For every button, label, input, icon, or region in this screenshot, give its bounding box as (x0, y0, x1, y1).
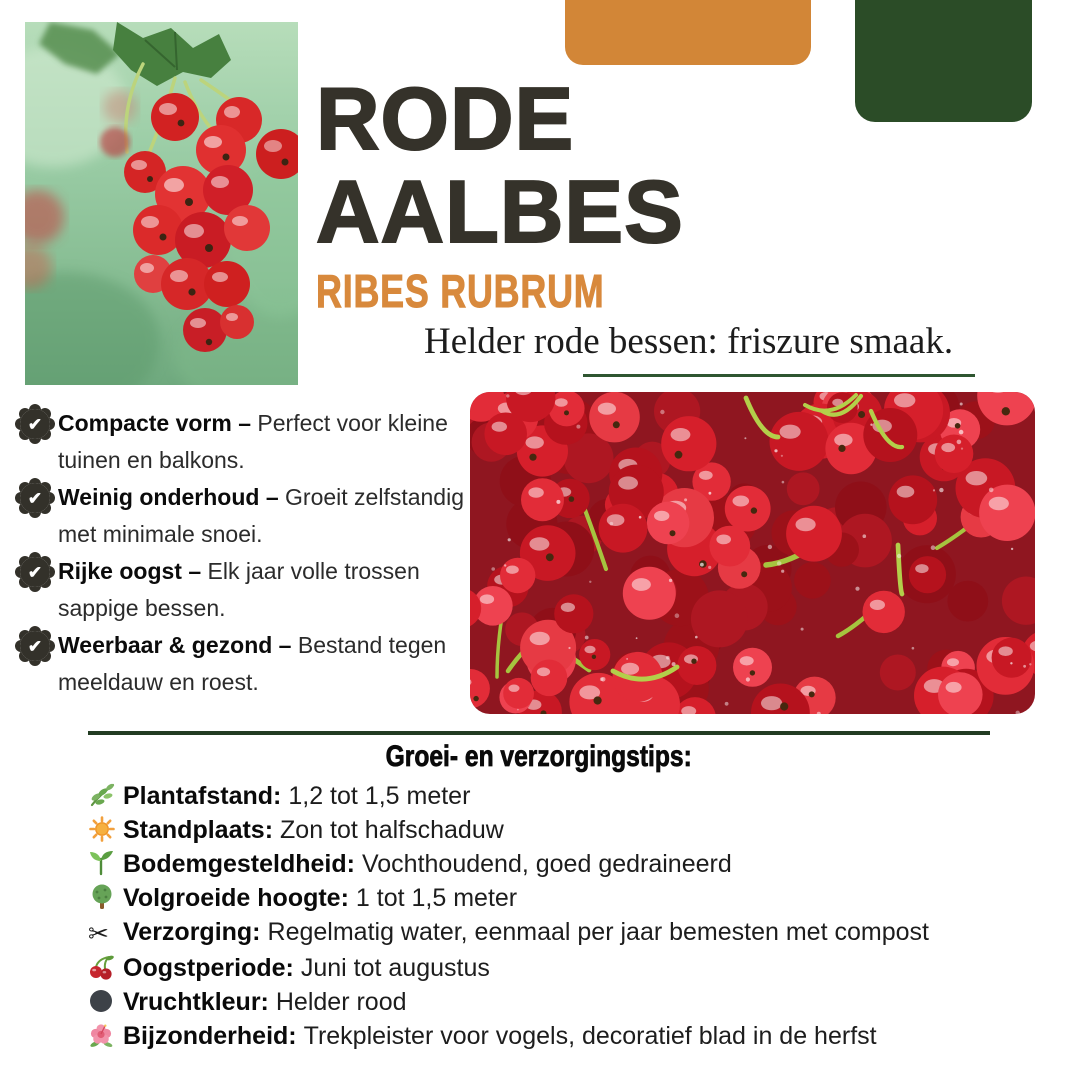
page-title-line1: RODE (316, 69, 575, 168)
tip-value: Helder rood (275, 988, 407, 1016)
herb-icon (88, 782, 116, 808)
sun-icon (88, 816, 116, 842)
tip-item-bijzonderheid (88, 1019, 990, 1053)
check-badge-icon (20, 483, 50, 513)
tip-item-verzorging (88, 915, 990, 951)
seedling-icon (88, 850, 116, 876)
tip-value: Regelmatig water, eenmaal per jaar bemesten met compost (267, 918, 929, 946)
check-badge-icon (20, 631, 50, 661)
tip-label: Verzorging: (123, 918, 261, 946)
currants-closeup-illustration (470, 392, 1035, 714)
tip-item-standplaats (88, 813, 990, 847)
tips-heading: Groei- en verzorgingstips: (385, 740, 693, 773)
feature-text: Bestand tegen meeldauw en roest. (58, 632, 447, 695)
tip-label: Volgroeide hoogte: (123, 884, 349, 912)
feature-list (20, 405, 472, 701)
title-block (316, 69, 686, 318)
tip-item-vruchtkleur (88, 985, 990, 1019)
tagline: Helder rode bessen: friszure smaak. (424, 321, 954, 362)
feature-title: Weerbaar & gezond – (58, 632, 292, 658)
tip-label: Plantafstand: (123, 782, 282, 810)
feature-text: Elk jaar volle trossen sappige bessen. (58, 558, 420, 621)
check-badge-icon (20, 557, 50, 587)
main-photo-currants-closeup (470, 392, 1035, 714)
tip-label: Bijzonderheid: (123, 1022, 297, 1050)
tip-value: Juni tot augustus (300, 954, 490, 982)
scissors-icon: ✂ (88, 919, 109, 948)
tip-item-bodemgesteldheid (88, 847, 990, 881)
tagline-underline (583, 374, 975, 377)
feature-item (20, 627, 472, 701)
tip-value: Zon tot halfschaduw (280, 816, 504, 844)
currant-branch-illustration (25, 22, 298, 385)
tip-item-volgroeide-hoogte (88, 881, 990, 915)
page-title (316, 69, 686, 261)
tip-value: Vochthoudend, goed gedraineerd (361, 850, 732, 878)
feature-title: Rijke oogst – (58, 558, 202, 584)
latin-name-subtitle: RIBES RUBRUM (316, 265, 605, 317)
tip-value: 1,2 tot 1,5 meter (288, 782, 471, 810)
tip-label: Standplaats: (123, 816, 274, 844)
hibiscus-icon (88, 1022, 116, 1048)
feature-item (20, 479, 472, 553)
tree-icon (88, 884, 116, 910)
tip-item-plantafstand (88, 779, 990, 813)
tip-label: Bodemgesteldheid: (123, 850, 355, 878)
page-title-line2: AALBES (316, 162, 684, 261)
cherries-icon (88, 954, 116, 980)
feature-text: Groeit zelfstandig met minimale snoei. (58, 484, 464, 547)
feature-title: Compacte vorm – (58, 410, 252, 436)
tip-value: 1 tot 1,5 meter (355, 884, 518, 912)
feature-item (20, 553, 472, 627)
tip-label: Oogstperiode: (123, 954, 294, 982)
side-photo-currant-branch (25, 22, 298, 385)
green-rounded-rectangle (855, 0, 1032, 122)
check-badge-icon (20, 409, 50, 439)
feature-text: Perfect voor kleine tuinen en balkons. (58, 410, 448, 473)
tip-item-oogstperiode (88, 951, 990, 985)
care-tips-section (88, 731, 990, 1053)
circle-icon (88, 988, 116, 1014)
orange-rounded-rectangle (565, 0, 811, 65)
tip-value: Trekpleister voor vogels, decoratief blad in de herfst (303, 1022, 877, 1050)
feature-item (20, 405, 472, 479)
feature-title: Weinig onderhoud – (58, 484, 279, 510)
tip-label: Vruchtkleur: (123, 988, 269, 1016)
